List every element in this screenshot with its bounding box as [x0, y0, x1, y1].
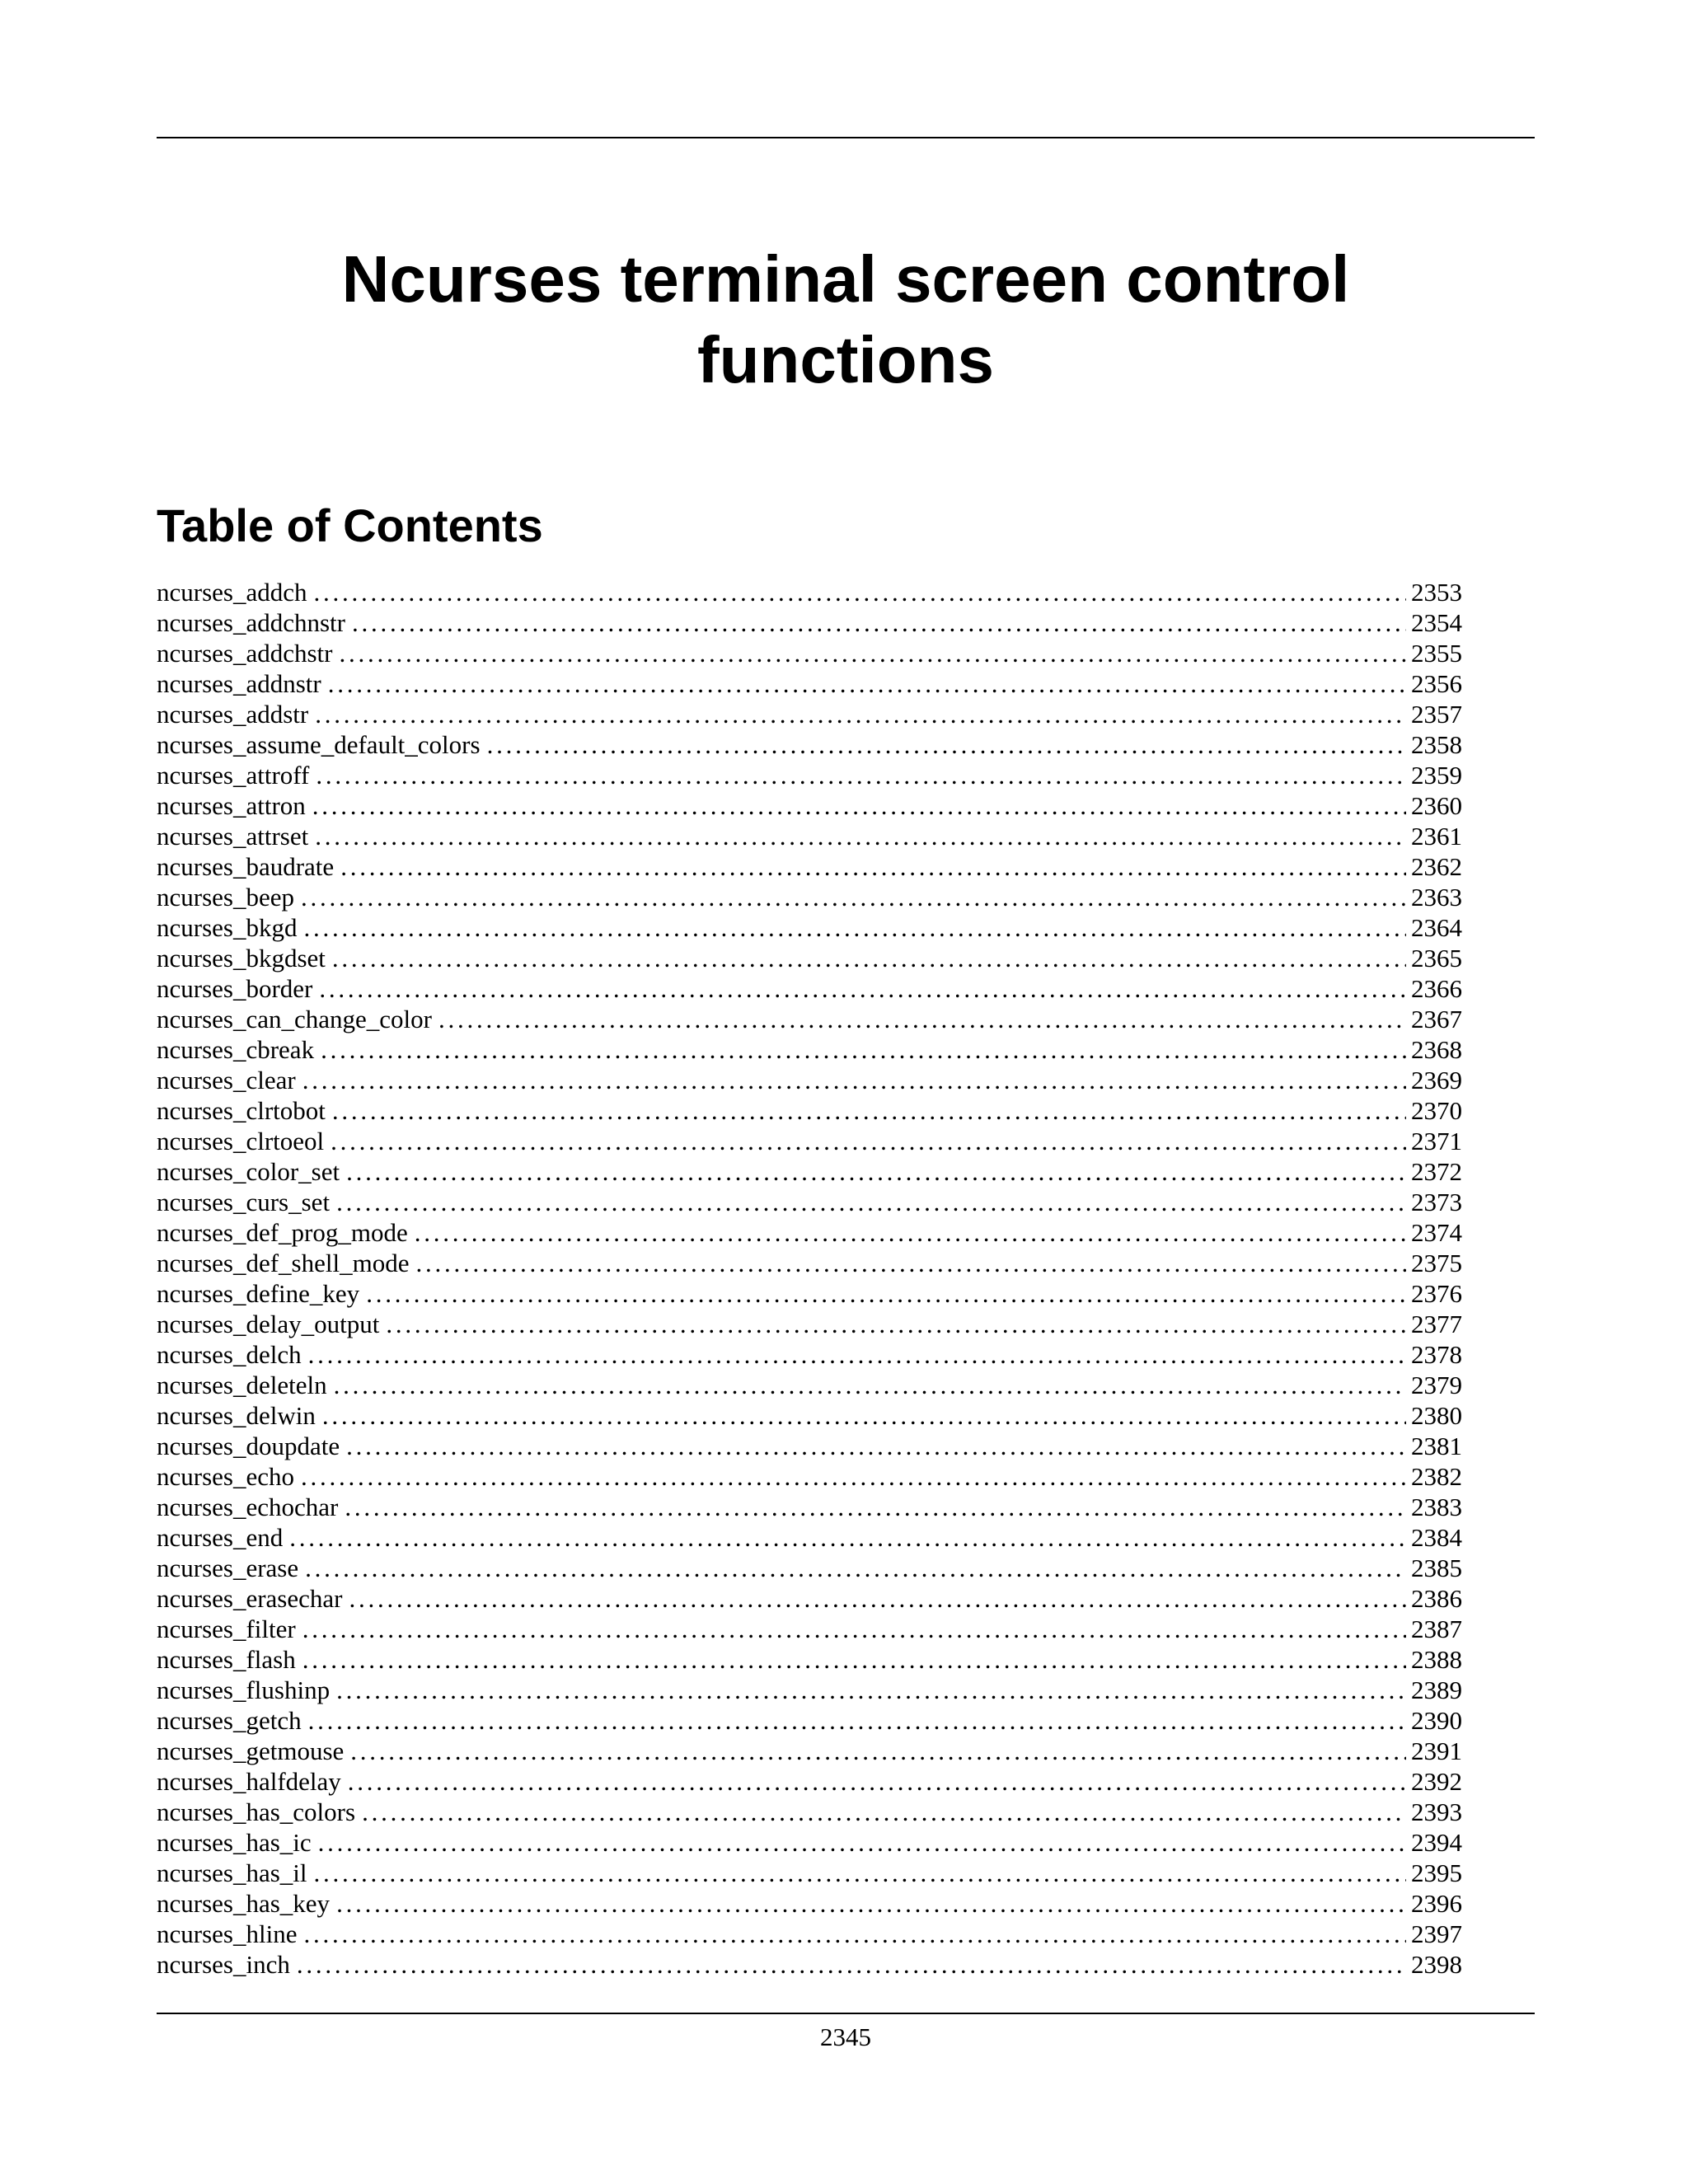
- page-title: [157, 239, 1535, 401]
- toc-entry-page[interactable]: 2389: [1411, 1675, 1462, 1704]
- toc-entry[interactable]: [157, 1431, 1462, 1461]
- toc-dot-leader: [334, 1370, 1406, 1400]
- toc-entry-name[interactable]: ncurses_clear: [157, 1066, 296, 1094]
- toc-entry[interactable]: [157, 1248, 1462, 1278]
- footer-rule: [157, 2013, 1535, 2014]
- toc-dot-leader: [308, 1339, 1406, 1370]
- toc-entry[interactable]: [157, 1736, 1462, 1766]
- toc-entry-name[interactable]: ncurses_beep: [157, 883, 294, 912]
- toc-entry-page[interactable]: 2377: [1411, 1310, 1462, 1338]
- toc-dot-leader: [319, 973, 1406, 1004]
- toc-entry-page[interactable]: 2375: [1411, 1249, 1462, 1277]
- toc-entry-name[interactable]: ncurses_attroff: [157, 761, 310, 790]
- toc-entry[interactable]: [157, 1919, 1462, 1949]
- toc-dot-leader: [345, 1492, 1406, 1522]
- toc-entry-name[interactable]: ncurses_delch: [157, 1340, 302, 1369]
- toc-entry[interactable]: [157, 729, 1462, 760]
- toc-entry-page[interactable]: 2373: [1411, 1188, 1462, 1216]
- toc-entry[interactable]: [157, 1675, 1462, 1705]
- toc-entry-page[interactable]: 2382: [1411, 1462, 1462, 1491]
- toc-dot-leader: [352, 607, 1406, 638]
- toc-entry-name[interactable]: ncurses_assume_default_colors: [157, 730, 481, 759]
- title-line-1: Ncurses terminal screen control: [341, 242, 1350, 316]
- toc-entry-name[interactable]: ncurses_attron: [157, 791, 306, 820]
- toc-dot-leader: [350, 1736, 1406, 1766]
- toc-entry-name[interactable]: ncurses_def_prog_mode: [157, 1218, 408, 1247]
- toc-entry[interactable]: [157, 668, 1462, 699]
- toc-entry[interactable]: [157, 790, 1462, 821]
- toc-dot-leader: [322, 1400, 1406, 1431]
- toc-entry-page[interactable]: 2372: [1411, 1157, 1462, 1186]
- toc-dot-leader: [340, 851, 1406, 882]
- toc-dot-leader: [314, 1858, 1406, 1888]
- toc-dot-leader: [386, 1309, 1406, 1339]
- toc-dot-leader: [332, 943, 1406, 973]
- toc-dot-leader: [362, 1797, 1406, 1827]
- toc-entry-page[interactable]: 2376: [1411, 1279, 1462, 1308]
- toc-dot-leader: [331, 1126, 1406, 1156]
- toc-entry[interactable]: [157, 1095, 1462, 1126]
- toc-entry-page[interactable]: 2384: [1411, 1523, 1462, 1552]
- toc-entry-page[interactable]: 2356: [1411, 669, 1462, 698]
- toc-entry-page[interactable]: 2364: [1411, 913, 1462, 942]
- toc-entry[interactable]: [157, 1705, 1462, 1736]
- toc-entry[interactable]: [157, 1553, 1462, 1583]
- toc-entry-page[interactable]: 2360: [1411, 791, 1462, 820]
- toc-entry[interactable]: [157, 821, 1462, 851]
- toc-entry-page[interactable]: 2394: [1411, 1828, 1462, 1857]
- page-number: 2345: [820, 2022, 871, 2051]
- toc-entry-page[interactable]: 2392: [1411, 1767, 1462, 1796]
- toc-dot-leader: [346, 1431, 1406, 1461]
- toc-dot-leader: [415, 1248, 1406, 1278]
- toc-dot-leader: [302, 1065, 1406, 1095]
- toc-entry-page[interactable]: 2387: [1411, 1615, 1462, 1643]
- toc-entry-page[interactable]: 2362: [1411, 852, 1462, 881]
- toc-entry[interactable]: [157, 577, 1462, 607]
- toc-entry[interactable]: [157, 1278, 1462, 1309]
- toc-entry-page[interactable]: 2391: [1411, 1736, 1462, 1765]
- toc-entry-page[interactable]: 2368: [1411, 1035, 1462, 1064]
- toc-entry-page[interactable]: 2353: [1411, 578, 1462, 607]
- toc-entry[interactable]: [157, 851, 1462, 882]
- toc-entry-name[interactable]: ncurses_getch: [157, 1706, 302, 1735]
- toc-entry[interactable]: [157, 912, 1462, 943]
- toc-entry[interactable]: [157, 1217, 1462, 1248]
- toc-heading: Table of Contents: [157, 499, 543, 551]
- toc-dot-leader: [301, 1461, 1406, 1492]
- toc-dot-leader: [289, 1522, 1406, 1553]
- toc-entry-name[interactable]: ncurses_clrtobot: [157, 1096, 326, 1125]
- toc-entry[interactable]: [157, 1126, 1462, 1156]
- toc-dot-leader: [340, 638, 1407, 668]
- toc-entry-page[interactable]: 2357: [1411, 700, 1462, 729]
- toc-entry-name[interactable]: ncurses_has_key: [157, 1889, 331, 1918]
- toc-entry-name[interactable]: ncurses_addstr: [157, 700, 309, 729]
- toc-entry-name[interactable]: ncurses_has_colors: [157, 1797, 356, 1826]
- toc-entry-page[interactable]: 2383: [1411, 1493, 1462, 1521]
- toc-entry[interactable]: [157, 1858, 1462, 1888]
- toc-entry-name[interactable]: ncurses_addch: [157, 578, 307, 607]
- toc-entry[interactable]: [157, 1522, 1462, 1553]
- toc-entry[interactable]: [157, 699, 1462, 729]
- toc-entry-name[interactable]: ncurses_def_shell_mode: [157, 1249, 410, 1277]
- toc-entry[interactable]: [157, 1766, 1462, 1797]
- toc-entry-name[interactable]: ncurses_bkgdset: [157, 944, 326, 972]
- toc-entry[interactable]: [157, 1614, 1462, 1644]
- toc-dot-leader: [321, 1034, 1406, 1065]
- toc-entry[interactable]: [157, 1949, 1462, 1980]
- toc-entry-name[interactable]: ncurses_bkgd: [157, 913, 298, 942]
- toc-entry-name[interactable]: ncurses_color_set: [157, 1157, 340, 1186]
- toc-dot-leader: [302, 1614, 1406, 1644]
- toc-entry-page[interactable]: 2395: [1411, 1858, 1462, 1887]
- toc-dot-leader: [318, 1827, 1406, 1858]
- toc-dot-leader: [346, 1156, 1406, 1187]
- toc-entry-name[interactable]: ncurses_delay_output: [157, 1310, 380, 1338]
- toc-entry[interactable]: [157, 943, 1462, 973]
- toc-dot-leader: [348, 1766, 1406, 1797]
- toc-entry-name[interactable]: ncurses_clrtoeol: [157, 1127, 325, 1155]
- toc-entry-page[interactable]: 2363: [1411, 883, 1462, 912]
- toc-entry-name[interactable]: ncurses_addchstr: [157, 639, 333, 668]
- toc-entry[interactable]: [157, 1309, 1462, 1339]
- toc-entry-name[interactable]: ncurses_erase: [157, 1554, 299, 1582]
- toc-entry[interactable]: [157, 1370, 1462, 1400]
- toc-entry-page[interactable]: 2365: [1411, 944, 1462, 972]
- toc-entry[interactable]: [157, 1797, 1462, 1827]
- toc-dot-leader: [303, 1919, 1406, 1949]
- toc-dot-leader: [312, 790, 1406, 821]
- toc-entry-page[interactable]: 2361: [1411, 822, 1462, 851]
- toc-dot-leader: [315, 699, 1406, 729]
- toc-dot-leader: [303, 912, 1406, 943]
- toc-entry-name[interactable]: ncurses_flash: [157, 1645, 296, 1674]
- toc-entry[interactable]: [157, 1492, 1462, 1522]
- toc-entry[interactable]: [157, 1461, 1462, 1492]
- toc-dot-leader: [305, 1553, 1406, 1583]
- toc-entry[interactable]: [157, 1156, 1462, 1187]
- toc-entry[interactable]: [157, 1644, 1462, 1675]
- toc-entry-name[interactable]: ncurses_flushinp: [157, 1675, 331, 1704]
- toc-entry-page[interactable]: 2367: [1411, 1005, 1462, 1033]
- toc-entry-name[interactable]: ncurses_end: [157, 1523, 284, 1552]
- toc-entry-name[interactable]: ncurses_define_key: [157, 1279, 360, 1308]
- toc-entry[interactable]: [157, 638, 1462, 668]
- toc-entry[interactable]: [157, 882, 1462, 912]
- toc-entry[interactable]: [157, 1583, 1462, 1614]
- toc-entry[interactable]: [157, 1827, 1462, 1858]
- toc-entry-page[interactable]: 2379: [1411, 1371, 1462, 1399]
- toc-entry[interactable]: [157, 1888, 1462, 1919]
- toc-entry-name[interactable]: ncurses_baudrate: [157, 852, 335, 881]
- toc-entry-page[interactable]: 2397: [1411, 1919, 1462, 1948]
- table-of-contents: [157, 577, 1462, 1980]
- toc-entry-name[interactable]: ncurses_erasechar: [157, 1584, 343, 1613]
- toc-entry-name[interactable]: ncurses_halfdelay: [157, 1767, 341, 1796]
- toc-entry-page[interactable]: 2354: [1411, 608, 1462, 637]
- toc-dot-leader: [487, 729, 1406, 760]
- toc-entry[interactable]: [157, 1004, 1462, 1034]
- toc-entry-page[interactable]: 2371: [1411, 1127, 1462, 1155]
- toc-entry-name[interactable]: ncurses_has_ic: [157, 1828, 312, 1857]
- header-rule: [157, 137, 1535, 138]
- toc-entry-name[interactable]: ncurses_cbreak: [157, 1035, 315, 1064]
- toc-entry-page[interactable]: 2380: [1411, 1401, 1462, 1430]
- toc-entry-page[interactable]: 2374: [1411, 1218, 1462, 1247]
- toc-dot-leader: [415, 1217, 1406, 1248]
- toc-dot-leader: [315, 821, 1406, 851]
- toc-entry[interactable]: [157, 1034, 1462, 1065]
- toc-dot-leader: [302, 1644, 1406, 1675]
- toc-entry-name[interactable]: ncurses_deleteln: [157, 1371, 327, 1399]
- toc-entry-name[interactable]: ncurses_echo: [157, 1462, 294, 1491]
- toc-entry[interactable]: [157, 607, 1462, 638]
- toc-entry-page[interactable]: 2358: [1411, 730, 1462, 759]
- toc-entry-name[interactable]: ncurses_delwin: [157, 1401, 316, 1430]
- toc-entry-name[interactable]: ncurses_can_change_color: [157, 1005, 432, 1033]
- toc-entry-name[interactable]: ncurses_getmouse: [157, 1736, 345, 1765]
- toc-dot-leader: [336, 1675, 1406, 1705]
- toc-entry[interactable]: [157, 973, 1462, 1004]
- toc-entry-name[interactable]: ncurses_echochar: [157, 1493, 339, 1521]
- toc-entry-page[interactable]: 2390: [1411, 1706, 1462, 1735]
- toc-entry-name[interactable]: ncurses_inch: [157, 1950, 290, 1979]
- toc-entry-page[interactable]: 2386: [1411, 1584, 1462, 1613]
- toc-entry-page[interactable]: 2378: [1411, 1340, 1462, 1369]
- toc-dot-leader: [301, 882, 1406, 912]
- toc-dot-leader: [336, 1187, 1406, 1217]
- toc-entry[interactable]: [157, 1400, 1462, 1431]
- title-line-2: functions: [697, 323, 994, 396]
- toc-entry-page[interactable]: 2381: [1411, 1432, 1462, 1460]
- toc-entry-page[interactable]: 2388: [1411, 1645, 1462, 1674]
- toc-entry-name[interactable]: ncurses_addnstr: [157, 669, 321, 698]
- toc-dot-leader: [366, 1278, 1406, 1309]
- toc-entry-name[interactable]: ncurses_border: [157, 974, 313, 1003]
- toc-entry[interactable]: [157, 1187, 1462, 1217]
- toc-dot-leader: [438, 1004, 1406, 1034]
- toc-dot-leader: [332, 1095, 1406, 1126]
- toc-entry-page[interactable]: 2355: [1411, 639, 1462, 668]
- toc-entry-name[interactable]: ncurses_has_il: [157, 1858, 307, 1887]
- toc-entry-name[interactable]: ncurses_addchnstr: [157, 608, 345, 637]
- toc-entry-page[interactable]: 2366: [1411, 974, 1462, 1003]
- toc-dot-leader: [308, 1705, 1406, 1736]
- toc-dot-leader: [314, 577, 1407, 607]
- toc-entry-page[interactable]: 2359: [1411, 761, 1462, 790]
- toc-dot-leader: [336, 1888, 1406, 1919]
- toc-dot-leader: [297, 1949, 1406, 1980]
- toc-entry[interactable]: [157, 1339, 1462, 1370]
- toc-entry[interactable]: [157, 1065, 1462, 1095]
- toc-entry-page[interactable]: 2398: [1411, 1950, 1462, 1979]
- toc-entry-name[interactable]: ncurses_curs_set: [157, 1188, 331, 1216]
- toc-entry-page[interactable]: 2393: [1411, 1797, 1462, 1826]
- toc-entry-page[interactable]: 2396: [1411, 1889, 1462, 1918]
- toc-entry-name[interactable]: ncurses_hline: [157, 1919, 298, 1948]
- toc-dot-leader: [328, 668, 1406, 699]
- toc-entry-name[interactable]: ncurses_attrset: [157, 822, 309, 851]
- toc-dot-leader: [316, 760, 1406, 790]
- toc-entry-page[interactable]: 2385: [1411, 1554, 1462, 1582]
- toc-dot-leader: [349, 1583, 1406, 1614]
- toc-entry-name[interactable]: ncurses_filter: [157, 1615, 296, 1643]
- toc-entry-page[interactable]: 2369: [1411, 1066, 1462, 1094]
- toc-entry[interactable]: [157, 760, 1462, 790]
- toc-entry-name[interactable]: ncurses_doupdate: [157, 1432, 340, 1460]
- toc-entry-page[interactable]: 2370: [1411, 1096, 1462, 1125]
